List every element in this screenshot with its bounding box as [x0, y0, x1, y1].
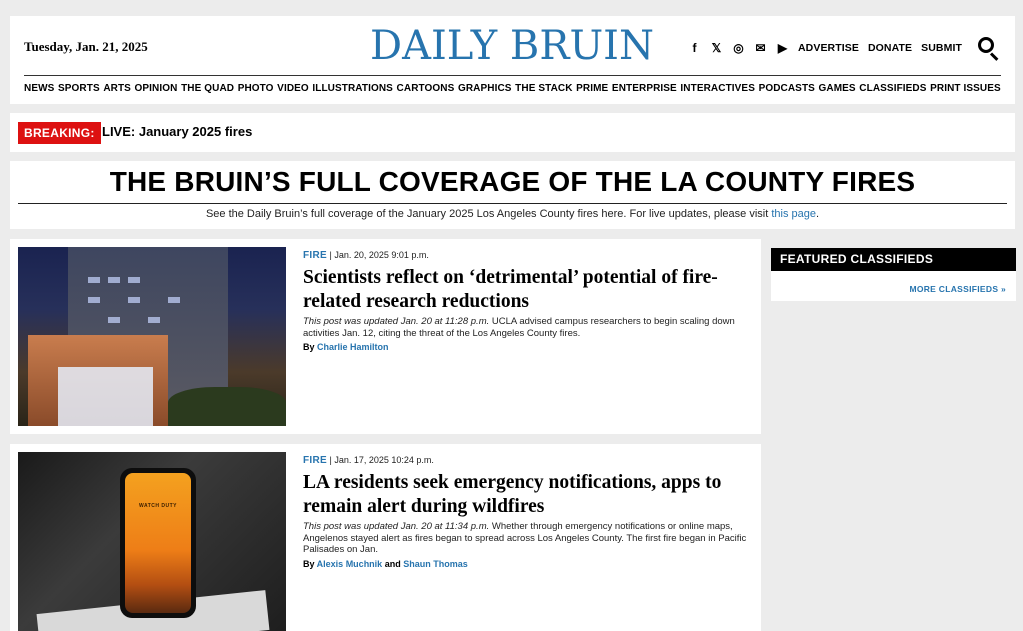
email-icon[interactable]: ✉ — [755, 41, 766, 55]
nav-item-classifieds[interactable]: CLASSIFIEDS — [859, 83, 927, 94]
nav-item-photo[interactable]: PHOTO — [237, 83, 274, 94]
phone-shape — [120, 468, 196, 618]
coverage-title: THE BRUIN’S FULL COVERAGE OF THE LA COUNTY FIRES — [109, 166, 916, 197]
facebook-icon[interactable]: f — [692, 41, 697, 55]
author-link[interactable]: Shaun Thomas — [403, 559, 468, 569]
nav-item-print-issues[interactable]: PRINT ISSUES — [930, 83, 1001, 94]
shrubs-shape — [168, 387, 286, 426]
coverage-text-end: . — [816, 208, 820, 220]
nav-item-interactives[interactable]: INTERACTIVES — [680, 83, 755, 94]
coverage-divider — [18, 203, 1007, 204]
article-headline[interactable]: Scientists reflect on ‘detrimental’ potential of fire-related research reductions — [303, 267, 718, 312]
submit-link[interactable]: SUBMIT — [921, 42, 962, 54]
byline-prefix: By — [303, 342, 318, 352]
article-meta — [303, 250, 429, 261]
main-nav — [24, 83, 1001, 94]
nav-item-cartoons[interactable]: CARTOONS — [396, 83, 455, 94]
header-date: Tuesday, Jan. 21, 2025 — [24, 39, 148, 54]
nav-item-the-stack[interactable]: THE STACK — [515, 83, 573, 94]
nav-item-opinion[interactable]: OPINION — [134, 83, 178, 94]
excerpt-text: UCLA advised campus researchers to begin scaling down activities Jan. 12, citing the threat of the Los Angeles County fires. — [303, 316, 735, 339]
nav-item-the-quad[interactable]: THE QUAD — [181, 83, 235, 94]
header-utilities — [688, 36, 1001, 60]
article-category[interactable]: FIRE — [303, 455, 327, 466]
nav-item-arts[interactable]: ARTS — [103, 83, 131, 94]
author-link[interactable]: Charlie Hamilton — [317, 342, 389, 352]
donate-link[interactable]: DONATE — [867, 42, 913, 54]
breaking-banner — [10, 113, 1015, 152]
phone-app-text: WATCH DUTY — [139, 503, 177, 509]
article-byline — [303, 342, 389, 352]
coverage-description — [10, 208, 1015, 220]
more-classifieds-link[interactable]: MORE CLASSIFIEDS » — [909, 284, 1006, 294]
article-image[interactable] — [18, 452, 286, 631]
glass-doors-shape — [58, 367, 153, 426]
article-date: | Jan. 20, 2025 9:01 p.m. — [326, 250, 429, 260]
nav-item-video[interactable]: VIDEO — [277, 83, 309, 94]
article-card — [10, 444, 761, 631]
byline-prefix: By — [303, 559, 317, 569]
nav-item-games[interactable]: GAMES — [818, 83, 856, 94]
x-icon[interactable]: 𝕏 — [711, 41, 722, 55]
nav-item-enterprise[interactable]: ENTERPRISE — [611, 83, 677, 94]
excerpt-text: Whether through emergency notifications or online maps, Angelenos stayed alert as fires began to spread across Los Angeles County. The first fire began in Pacific Palisades on Jan. — [303, 521, 747, 555]
article-image[interactable] — [18, 247, 286, 426]
nav-item-graphics[interactable]: GRAPHICS — [457, 83, 512, 94]
classifieds-title: FEATURED CLASSIFIEDS — [771, 248, 1016, 271]
header-divider — [24, 75, 1001, 76]
featured-classifieds — [771, 248, 1016, 301]
instagram-icon[interactable]: ◎ — [733, 41, 744, 55]
update-note: This post was updated Jan. 20 at 11:28 p.m. — [303, 316, 490, 327]
article-meta — [303, 455, 434, 466]
article-date: | Jan. 17, 2025 10:24 p.m. — [326, 455, 434, 465]
article-headline[interactable]: LA residents seek emergency notifications, apps to remain alert during wildfires — [303, 472, 722, 517]
update-note: This post was updated Jan. 20 at 11:34 p.m. — [303, 521, 490, 532]
article-category[interactable]: FIRE — [303, 250, 327, 261]
youtube-icon[interactable]: ▶ — [777, 41, 788, 55]
breaking-link[interactable]: LIVE: January 2025 fires — [102, 124, 253, 139]
coverage-text: See the Daily Bruin’s full coverage of the January 2025 Los Angeles County fires here. For live updates, please visit — [205, 208, 772, 220]
search-icon[interactable] — [977, 36, 1001, 60]
article-excerpt — [303, 521, 758, 556]
breaking-badge: BREAKING: — [18, 122, 101, 144]
coverage-section — [10, 161, 1015, 229]
nav-item-podcasts[interactable]: PODCASTS — [758, 83, 815, 94]
author-join: and — [382, 559, 404, 569]
article-card — [10, 239, 761, 434]
nav-item-prime[interactable]: PRIME — [576, 83, 609, 94]
nav-item-news[interactable]: NEWS — [24, 83, 55, 94]
coverage-live-link[interactable]: this page — [771, 208, 816, 220]
article-excerpt — [303, 316, 758, 339]
article-byline — [303, 559, 468, 569]
site-header — [10, 16, 1015, 104]
nav-item-illustrations[interactable]: ILLUSTRATIONS — [312, 83, 393, 94]
nav-item-sports[interactable]: SPORTS — [58, 83, 100, 94]
advertise-link[interactable]: ADVERTISE — [797, 42, 859, 54]
masthead-logo[interactable]: DAILY BRUIN — [370, 23, 654, 69]
author-link[interactable]: Alexis Muchnik — [316, 559, 383, 569]
